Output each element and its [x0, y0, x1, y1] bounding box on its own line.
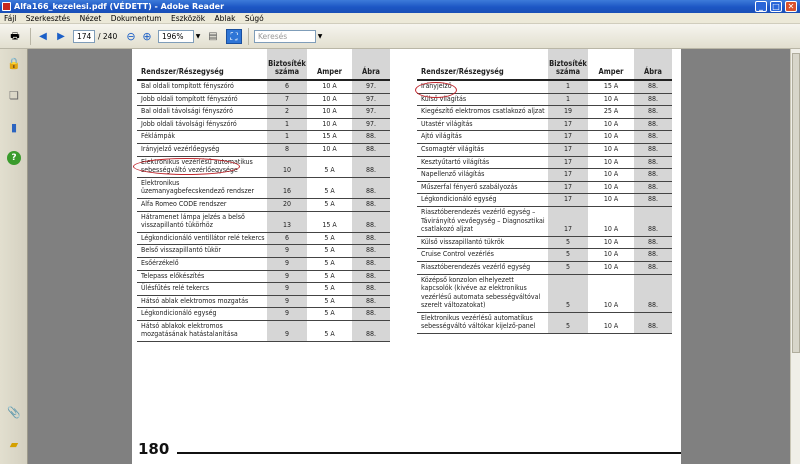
column-header: Biztosíték száma [267, 49, 307, 80]
figure-cell: 88. [634, 274, 672, 312]
amperage-cell: 10 A [588, 261, 634, 274]
amperage-cell: 10 A [588, 118, 634, 131]
page-number-input[interactable]: 174 [73, 30, 95, 43]
component-cell: Kesztyűtartó világítás [417, 156, 548, 169]
fit-width-icon[interactable]: ⛶ [226, 29, 242, 44]
toolbar-separator [30, 28, 31, 45]
table-row [417, 106, 672, 119]
component-cell: Elektronikus vezérlésű automatikus sebességváltó váltókar kijelző-panel [417, 312, 548, 333]
amperage-cell: 10 A [588, 93, 634, 106]
amperage-cell: 10 A [588, 156, 634, 169]
fuse-number-cell: 5 [548, 261, 588, 274]
figure-cell: 88. [634, 236, 672, 249]
amperage-cell: 5 A [307, 320, 352, 341]
maximize-button[interactable]: □ [770, 1, 782, 12]
amperage-cell: 10 A [307, 118, 352, 131]
amperage-cell: 10 A [588, 143, 634, 156]
component-cell: Irányjelző [417, 80, 548, 93]
amperage-cell: 5 A [307, 177, 352, 198]
next-page-icon[interactable]: ▶ [57, 31, 65, 42]
table-row [137, 295, 390, 308]
fuse-number-cell: 9 [267, 270, 307, 283]
adobe-reader-icon [2, 2, 11, 11]
table-row [137, 270, 390, 283]
fuse-number-cell: 5 [548, 312, 588, 333]
menu-tools[interactable]: Eszközök [170, 14, 206, 23]
table-row [137, 93, 390, 106]
fuse-number-cell: 9 [267, 257, 307, 270]
fuse-number-cell: 1 [548, 80, 588, 93]
help-icon[interactable]: ? [7, 151, 21, 165]
fuse-number-cell: 13 [267, 211, 307, 232]
amperage-cell: 10 A [588, 249, 634, 262]
figure-cell: 88. [634, 249, 672, 262]
table-row [137, 106, 390, 119]
table-row [137, 320, 390, 341]
amperage-cell: 15 A [588, 80, 634, 93]
figure-cell: 88. [634, 118, 672, 131]
table-row [137, 308, 390, 321]
figure-cell: 88. [634, 169, 672, 182]
figure-cell: 88. [352, 143, 390, 156]
table-row [417, 181, 672, 194]
scrollbar-thumb[interactable] [792, 53, 800, 353]
figure-cell: 88. [634, 131, 672, 144]
page-number: 180 [138, 440, 170, 458]
highlight-oval-right [415, 82, 457, 98]
amperage-cell: 5 A [307, 283, 352, 296]
amperage-cell: 5 A [307, 232, 352, 245]
figure-cell: 88. [634, 181, 672, 194]
column-header: Rendszer/Részegység [137, 49, 267, 80]
fuse-number-cell: 9 [267, 283, 307, 296]
comments-icon[interactable]: ▰ [9, 438, 19, 451]
component-cell: Alfa Romeo CODE rendszer [137, 198, 267, 211]
table-row [137, 232, 390, 245]
component-cell: Cruise Control vezérlés [417, 249, 548, 262]
amperage-cell: 5 A [307, 156, 352, 177]
fuse-number-cell: 5 [548, 249, 588, 262]
component-cell: Belső visszapillantó tükör [137, 245, 267, 258]
component-cell: Napellenző világítás [417, 169, 548, 182]
previous-page-icon[interactable]: ◀ [39, 31, 47, 42]
component-cell: Jobb oldali távolsági fényszóró [137, 118, 267, 131]
amperage-cell: 25 A [588, 106, 634, 119]
fuse-number-cell: 17 [548, 143, 588, 156]
table-row [137, 257, 390, 270]
document-area[interactable] [28, 49, 790, 464]
component-cell: Légkondicionáló egység [137, 308, 267, 321]
component-cell: Utastér világítás [417, 118, 548, 131]
fuse-number-cell: 9 [267, 245, 307, 258]
amperage-cell: 10 A [307, 93, 352, 106]
amperage-cell: 15 A [307, 131, 352, 144]
figure-cell: 88. [352, 283, 390, 296]
fuse-number-cell: 17 [548, 156, 588, 169]
table-row [137, 283, 390, 296]
fuse-number-cell: 16 [267, 177, 307, 198]
figure-cell: 88. [634, 312, 672, 333]
left-fuse-table [137, 49, 390, 342]
figure-cell: 97. [352, 80, 390, 93]
component-cell: Bal oldali tompított fényszóró [137, 80, 267, 93]
footer-rule [132, 452, 681, 454]
amperage-cell: 5 A [307, 308, 352, 321]
table-row [417, 169, 672, 182]
fuse-number-cell: 6 [267, 232, 307, 245]
component-cell: Riasztóberendezés vezérlő egység [417, 261, 548, 274]
component-cell: Csomagtér világítás [417, 143, 548, 156]
component-cell: Jobb oldali tompított fényszóró [137, 93, 267, 106]
fit-page-icon[interactable]: ▤ [208, 31, 218, 42]
amperage-cell: 10 A [307, 80, 352, 93]
figure-cell: 88. [634, 106, 672, 119]
figure-cell: 88. [634, 206, 672, 236]
amperage-cell: 10 A [588, 274, 634, 312]
table-row [137, 211, 390, 232]
menu-help[interactable]: Súgó [244, 14, 264, 23]
highlight-oval-left [133, 158, 240, 175]
amperage-cell: 10 A [588, 169, 634, 182]
component-cell: Elektronikus üzemanyagbefecskendező rendszer [137, 177, 267, 198]
amperage-cell: 10 A [588, 206, 634, 236]
figure-cell: 88. [352, 308, 390, 321]
lock-icon[interactable]: 🔒 [7, 57, 21, 70]
menu-edit[interactable]: Szerkesztés [25, 14, 71, 23]
amperage-cell: 15 A [307, 211, 352, 232]
table-row [137, 131, 390, 144]
component-cell: Ajtó világítás [417, 131, 548, 144]
amperage-cell: 5 A [307, 295, 352, 308]
menu-window[interactable]: Ablak [214, 14, 236, 23]
column-header: Ábra [634, 49, 672, 80]
table-row [417, 131, 672, 144]
window-title: Alfa166_kezelesi.pdf (VÉDETT) - Adobe Reader [14, 2, 225, 11]
figure-cell: 88. [352, 177, 390, 198]
component-cell: Esőérzékelő [137, 257, 267, 270]
component-cell: Külső visszapillantó tükrök [417, 236, 548, 249]
fuse-number-cell: 1 [267, 131, 307, 144]
component-cell: Középső konzolon elhelyezett kapcsolók (kivéve az elektronikus vezérlésű automata sebességváltóval szerelt változatokat) [417, 274, 548, 312]
fuse-number-cell: 1 [267, 118, 307, 131]
figure-cell: 88. [352, 270, 390, 283]
menu-file[interactable]: Fájl [4, 14, 17, 23]
pdf-page [132, 49, 681, 464]
print-icon[interactable]: 🖶 [10, 31, 20, 42]
component-cell: Elektronikus vezérlésű automatikus sebességváltó vezérlőegysége [137, 156, 267, 177]
figure-cell: 88. [352, 320, 390, 341]
component-cell: Kiegészítő elektromos csatlakozó aljzat [417, 106, 548, 119]
menu-view[interactable]: Nézet [79, 14, 102, 23]
figure-cell: 88. [634, 93, 672, 106]
search-dropdown-chevron-icon[interactable]: ▼ [317, 33, 323, 40]
zoom-level-input[interactable]: 196% [158, 30, 194, 43]
component-cell: Légkondicionáló ventillátor relé tekercs [137, 232, 267, 245]
fuse-number-cell: 2 [267, 106, 307, 119]
zoom-out-icon[interactable]: ⊖ [126, 30, 136, 43]
component-cell: Irányjelző vezérlőegység [137, 143, 267, 156]
column-header: Ábra [352, 49, 390, 80]
toolbar-separator [248, 28, 249, 45]
table-row [417, 312, 672, 333]
zoom-dropdown-chevron-icon[interactable]: ▼ [195, 33, 201, 40]
fuse-number-cell: 9 [267, 308, 307, 321]
fuse-number-cell: 17 [548, 169, 588, 182]
component-cell: Riasztóberendezés vezérlő egység – Távirányító vevőegység – Diagnosztikai csatlakozó aljzat [417, 206, 548, 236]
component-cell: Külső világítás [417, 93, 548, 106]
fuse-number-cell: 20 [267, 198, 307, 211]
component-cell: Hátramenet lámpa jelzés a belső visszapillantó tükörhöz [137, 211, 267, 232]
table-row [417, 143, 672, 156]
navigation-panel [0, 49, 28, 464]
fuse-number-cell: 1 [548, 93, 588, 106]
figure-cell: 88. [352, 131, 390, 144]
table-row [417, 236, 672, 249]
figure-cell: 88. [352, 198, 390, 211]
column-header: Amper [588, 49, 634, 80]
menu-document[interactable]: Dokumentum [110, 14, 162, 23]
component-cell: Bal oldali távolsági fényszóró [137, 106, 267, 119]
figure-cell: 88. [634, 156, 672, 169]
table-row [417, 261, 672, 274]
fuse-number-cell: 17 [548, 131, 588, 144]
page-total-label: / 240 [98, 32, 118, 41]
component-cell: Féklámpák [137, 131, 267, 144]
table-row [417, 156, 672, 169]
table-row [417, 118, 672, 131]
figure-cell: 88. [634, 80, 672, 93]
table-row [137, 80, 390, 93]
column-header: Biztosíték száma [548, 49, 588, 80]
fuse-number-cell: 7 [267, 93, 307, 106]
fuse-number-cell: 10 [267, 156, 307, 177]
fuse-number-cell: 9 [267, 295, 307, 308]
fuse-number-cell: 19 [548, 106, 588, 119]
amperage-cell: 10 A [588, 312, 634, 333]
fuse-number-cell: 5 [548, 236, 588, 249]
figure-cell: 88. [352, 232, 390, 245]
menu-bar [0, 13, 800, 24]
figure-cell: 97. [352, 106, 390, 119]
amperage-cell: 5 A [307, 270, 352, 283]
amperage-cell: 5 A [307, 198, 352, 211]
column-header: Amper [307, 49, 352, 80]
component-cell: Műszerfal fényerő szabályozás [417, 181, 548, 194]
fuse-number-cell: 17 [548, 181, 588, 194]
table-row [417, 274, 672, 312]
figure-cell: 88. [634, 194, 672, 207]
table-row [417, 93, 672, 106]
component-cell: Légkondicionáló egység [417, 194, 548, 207]
component-cell: Telepass előkészítés [137, 270, 267, 283]
figure-cell: 88. [352, 211, 390, 232]
amperage-cell: 5 A [307, 257, 352, 270]
close-button[interactable]: ✕ [785, 1, 797, 12]
amperage-cell: 10 A [307, 143, 352, 156]
search-input[interactable]: Keresés [254, 30, 316, 43]
amperage-cell: 5 A [307, 245, 352, 258]
table-row [137, 198, 390, 211]
table-row [137, 177, 390, 198]
table-row [417, 249, 672, 262]
fuse-number-cell: 17 [548, 206, 588, 236]
fuse-number-cell: 8 [267, 143, 307, 156]
fuse-number-cell: 17 [548, 194, 588, 207]
table-row [137, 143, 390, 156]
figure-cell: 97. [352, 93, 390, 106]
figure-cell: 88. [352, 156, 390, 177]
figure-cell: 88. [352, 245, 390, 258]
amperage-cell: 10 A [588, 131, 634, 144]
amperage-cell: 10 A [307, 106, 352, 119]
table-row [137, 245, 390, 258]
component-cell: Ülésfűtés relé tekercs [137, 283, 267, 296]
zoom-in-icon[interactable]: ⊕ [142, 30, 152, 43]
component-cell: Hátsó ablak elektromos mozgatás [137, 295, 267, 308]
pages-icon[interactable]: ❏ [9, 89, 19, 102]
figure-cell: 88. [634, 261, 672, 274]
amperage-cell: 10 A [588, 181, 634, 194]
vertical-scrollbar[interactable] [790, 49, 800, 464]
fuse-number-cell: 5 [548, 274, 588, 312]
table-row [417, 206, 672, 236]
figure-cell: 88. [352, 295, 390, 308]
amperage-cell: 10 A [588, 236, 634, 249]
bookmarks-icon[interactable]: ▮ [10, 121, 18, 134]
minimize-button[interactable]: _ [755, 1, 767, 12]
window-titlebar[interactable] [0, 0, 800, 13]
toolbar [0, 24, 800, 49]
column-header: Rendszer/Részegység [417, 49, 548, 80]
table-row [137, 118, 390, 131]
table-row [417, 194, 672, 207]
amperage-cell: 10 A [588, 194, 634, 207]
figure-cell: 97. [352, 118, 390, 131]
component-cell: Hátsó ablakok elektromos mozgatásának hatástalanítása [137, 320, 267, 341]
figure-cell: 88. [352, 257, 390, 270]
fuse-number-cell: 6 [267, 80, 307, 93]
figure-cell: 88. [634, 143, 672, 156]
fuse-number-cell: 17 [548, 118, 588, 131]
fuse-number-cell: 9 [267, 320, 307, 341]
attachments-icon[interactable]: 📎 [7, 406, 21, 419]
